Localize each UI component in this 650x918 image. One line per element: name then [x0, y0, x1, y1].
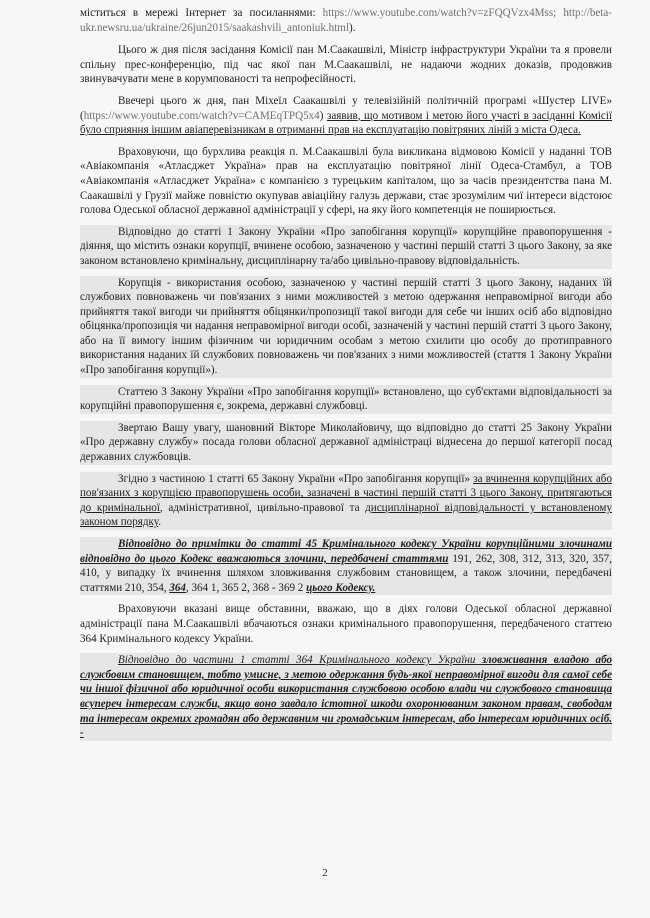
underlined-disciplinary: дисциплінарної відповідальності у встановленому законом порядку	[80, 501, 613, 529]
newsru-link[interactable]: http://beta-ukr.newsru.ua/ukraine/26jun2015/saakashvili_antoniuk.html	[80, 7, 612, 34]
underlined-statement: заявив, що мотивом і метою його участі в засіданні Комісії було сприяння іншим авіаперевізникам в отриманні прав на експлуатацію повітряних ліній з міста Одеса.	[80, 109, 613, 137]
page-number: 2	[322, 867, 328, 879]
youtube-link-shuster[interactable]: https://www.youtube.com/watch?v=CAMEqTPQ5x4	[83, 109, 320, 122]
emphasized-note: Відповідно до примітки до статті 45 Кримінального кодексу України корупційними злочинами відповідно до цього Кодекс вважаються злочини, передбачені статтями	[80, 538, 612, 565]
paragraph-text: , адміністративної, цивільно-правової та	[159, 501, 366, 514]
paragraph-article-1: Відповідно до статті 1 Закону України «Про запобігання корупції» корупційне правопорушення - діяння, що містить ознаки корупції, вчинене особою, зазначеною у частині першій статті 3 цього Закону, за яке законом встановлено кримінальну, дисциплінарну та/або цивільно-правову відповідальність.	[80, 225, 612, 267]
paragraph-links	[80, 6, 612, 35]
paragraph-text: 191, 262, 308, 312, 313, 320, 357, 410, у випадку їх вчинення шляхом зловживання службовим становищем, а також злочини, передбачені статтями 210, 354,	[80, 552, 613, 594]
paragraph-text: .	[158, 516, 161, 529]
paragraph-article-3: Статтею 3 Закону України «Про запобігання корупції» встановлено, що суб'єктами відповідальності за корупційні правопорушення є, зокрема, державні службовці.	[80, 385, 612, 413]
youtube-link[interactable]: https://www.youtube.com/watch?v=zFQQVzx4Mss;	[322, 7, 557, 19]
paragraph-text: ).	[348, 21, 356, 34]
paragraph-text: Згідно з частиною 1 статті 65 Закону України «Про запобігання корупції»	[118, 472, 474, 485]
paragraph-civil-service: Звертаю Вашу увагу, шановний Вікторе Миколайовичу, що відповідно до статті 25 Закону України «Про державну службу» посада голови обласної державної адміністраці віднесена до першої категорії посад державних службовців.	[80, 421, 612, 464]
paragraph-text: міститься в мережі Інтернет за посиланнями:	[80, 7, 323, 19]
emphasized-code: цього Кодексу.	[306, 581, 376, 594]
paragraph-text: Ввечері цього ж дня, пан Міхеїл Саакашвілі у телевізійній політичній програмі «Шустер LIVE» (	[80, 94, 612, 122]
paragraph-text: )	[319, 109, 327, 122]
article-364-lead: Відповідно до частини 1 статті 364 Кримінального кодексу України	[118, 654, 476, 667]
paragraph-conclusion: Враховуючи вказані вище обставини, вважаю, що в діях голови Одеської обласної державної адміністрації пана М.Саакашвілі вбачаються ознаки кримінального правопорушення, передбаченого статтею 364 Кримінального кодексу України.	[80, 603, 612, 645]
underlined-liability: за вчинення корупційних або пов'язаних з корупцією правопорушень особи, зазначені в частині першій статті 3 цього Закону, притягаються до кримінальної	[80, 472, 612, 514]
paragraph-atlasjet: Враховуючи, що бурхлива реакція п. М.Саакашвілі була викликана відмовою Комісії у наданні ТОВ «Авіакомпанія «Атласджет Україна» прав на експлуатацію повітряної лінії Одеса-Стамбул, а ТОВ «Авіакомпанія «Атласджет Україна» є компанією з турецьким капіталом, що за часів президентства пана М. Саакашвілі у Грузії майже повністю окупував авіаційну галузь держави, стає зрозумілим чиї інтереси відстоює голова Одеської обласної державної адміністрації у сфері, на яку його компетенція не поширюється.	[80, 145, 612, 217]
paragraph-corruption-definition: Корупція - використання особою, зазначеною у частині першій статті 3 цього Закону, наданих їй службових повноважень чи пов'язаних з ними можливостей з метою одержання неправомірної вигоди або прийняття такої вигоди чи прийняття обіцянки/пропозиції такої вигоди для себе чи інших осіб або відповідно обіцянка/пропозиція чи надання неправомірної вигоди особі, зазначеній у частині першій статті 3 цього Закону, або на її вимогу іншим фізичним чи юридичним особам з метою схилити цю особу до протиправного використання наданих їй службових повноважень чи пов'язаних з ними можливостей (стаття 1 Закону України «Про запобігання корупції»).	[80, 276, 612, 377]
paragraph-article-65	[80, 472, 612, 530]
emphasized-article-364: 364	[169, 581, 186, 594]
paragraph-text: , 364 1, 365 2, 368 - 369 2	[185, 581, 307, 594]
paragraph-shuster-live	[80, 94, 612, 138]
article-364-definition: зловживання владою або службовим становищем, тобто умисне, з метою одержання будь-якої неправомірної вигоди для самої себе чи іншої фізичної або юридичної особи використання службовою особою влади чи службового становища всупереч інтересам служби, якщо воно завдало істотної шкоди охоронюваним законом правам, свободам та інтересам окремих громадян або державним чи громадським інтересам, або інтересам юридичних осіб. -	[80, 654, 613, 740]
paragraph-press-conference: Цього ж дня після засідання Комісії пан М.Саакашвілі, Міністр інфраструктури України та я провели спільну прес-конференцію, під час якої пан М.Саакашвілі, не надаючи жодних доказів, продовжив звинувачувати мене в корумпованості та непрофесійності.	[80, 44, 612, 86]
paragraph-article-45-note	[80, 537, 612, 595]
paragraph-article-364	[80, 653, 612, 741]
